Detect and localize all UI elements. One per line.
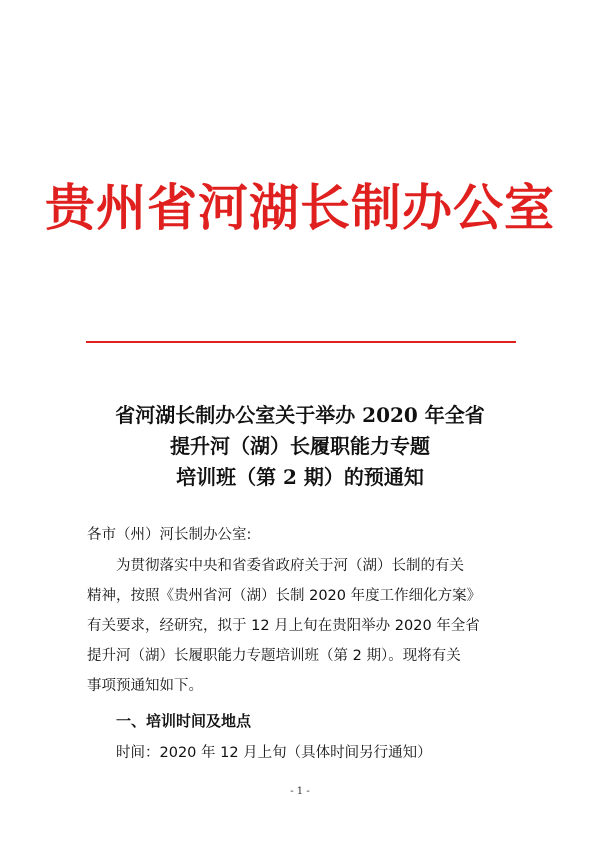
section-heading: 一、培训时间及地点 [116,712,252,730]
document-title [40,400,560,493]
issuing-organization-header: 贵州省河湖长制办公室 [45,178,555,237]
page-number: - 1 - [290,786,310,797]
paragraph-line: 精神，按照《贵州省河（湖）长制 2020 年度工作细化方案》 [87,588,482,604]
title-line: 培训班（第 2 期）的预通知 [176,465,424,489]
salutation: 各市（州）河长制办公室: [87,527,252,543]
paragraph-line: 有关要求，经研究，拟于 12 月上旬在贵阳举办 2020 年全省 [87,618,480,634]
title-line: 省河湖长制办公室关于举办 2020 年全省 [115,403,485,427]
paragraph-line: 为贯彻落实中央和省委省政府关于河（湖）长制的有关 [116,558,464,574]
body-paragraph [87,551,517,701]
title-line: 提升河（湖）长履职能力专题 [170,434,430,458]
training-time-line: 时间：2020 年 12 月上旬（具体时间另行通知） [116,745,432,761]
red-divider-line [86,341,516,343]
paragraph-line: 事项预通知如下。 [87,678,203,694]
paragraph-line: 提升河（湖）长履职能力专题培训班（第 2 期）。现将有关 [87,648,461,664]
